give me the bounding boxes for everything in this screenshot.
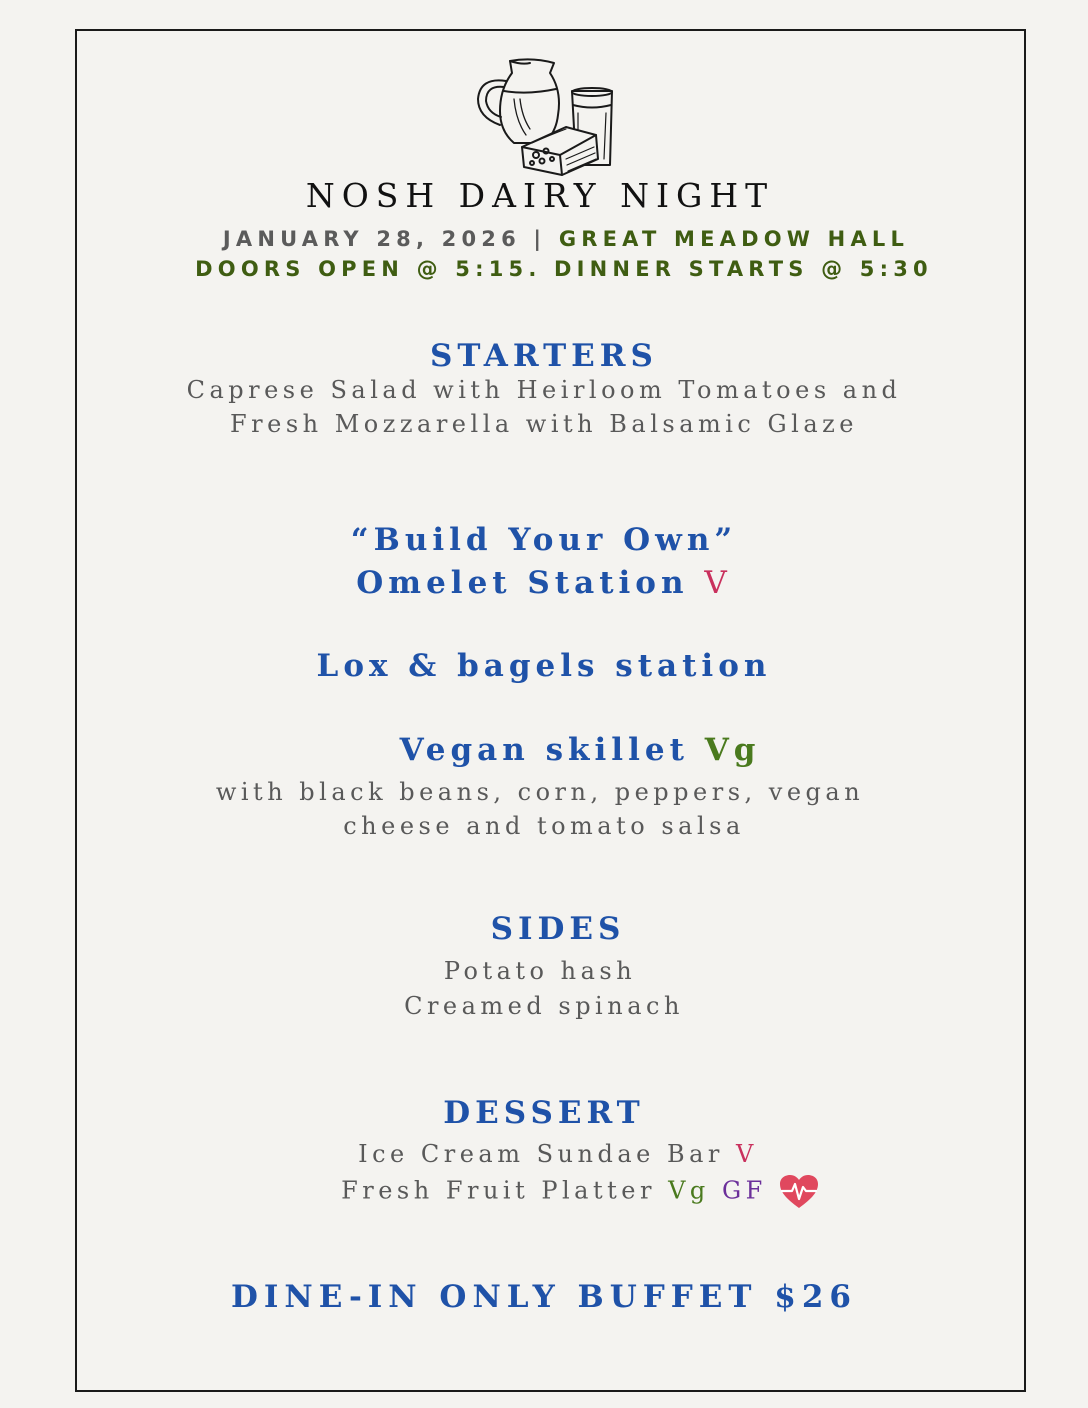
- vegan-tag: Vg: [704, 732, 761, 768]
- dessert-item1: [14, 1140, 1088, 1168]
- event-venue: GREAT MEADOW HALL: [558, 227, 910, 251]
- dairy-logo-icon: [470, 55, 620, 180]
- vegan-tag: Vg: [668, 1176, 710, 1205]
- omelet-line1: “Build Your Own”: [350, 522, 738, 558]
- date-venue-line: [22, 227, 1088, 251]
- sides-heading: SIDES: [490, 911, 626, 947]
- doors-time: DOORS OPEN @ 5:15. DINNER STARTS @ 5:30: [195, 257, 933, 281]
- omelet-line2: [0, 565, 1088, 601]
- vegan-line: [36, 732, 1088, 768]
- vegan-name: Vegan skillet: [399, 732, 689, 768]
- sides-item1: Potato hash: [443, 957, 637, 985]
- dessert-item2-name: Fresh Fruit Platter: [341, 1176, 656, 1205]
- event-date: JANUARY 28, 2026 |: [222, 227, 547, 251]
- vegetarian-tag: V: [704, 565, 732, 601]
- vegetarian-tag: V: [736, 1140, 758, 1168]
- event-title: NOSH DAIRY NIGHT: [305, 176, 775, 215]
- starters-heading: STARTERS: [430, 338, 658, 374]
- vegan-desc-line2: cheese and tomato salsa: [343, 812, 745, 840]
- vegan-desc-line1: with black beans, corn, peppers, vegan: [215, 778, 865, 806]
- dessert-item2: [36, 1174, 1088, 1210]
- dessert-heading: DESSERT: [443, 1095, 645, 1131]
- gluten-free-tag: GF: [721, 1176, 767, 1205]
- lox-station: Lox & bagels station: [316, 648, 772, 684]
- heart-health-icon: [779, 1174, 819, 1210]
- omelet-name: Omelet Station: [356, 565, 689, 601]
- starters-desc-line1: Caprese Salad with Heirloom Tomatoes and: [186, 376, 902, 404]
- buffet-price: DINE-IN ONLY BUFFET $26: [231, 1279, 857, 1315]
- dessert-item1-name: Ice Cream Sundae Bar: [358, 1140, 724, 1168]
- sides-item2: Creamed spinach: [404, 992, 684, 1020]
- starters-desc-line2: Fresh Mozzarella with Balsamic Glaze: [229, 410, 859, 438]
